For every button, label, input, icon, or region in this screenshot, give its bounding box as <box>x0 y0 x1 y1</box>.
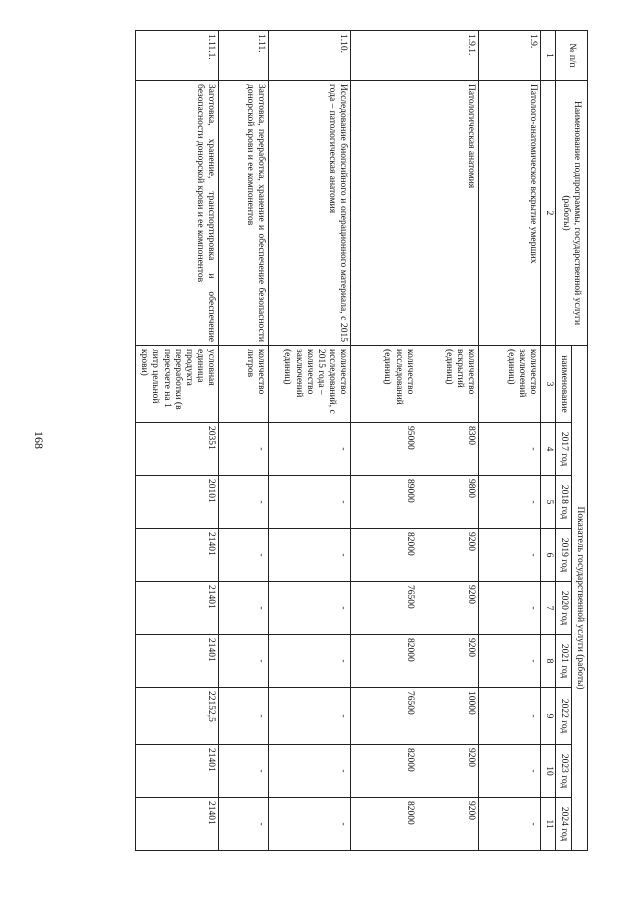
row-value: 9200 <box>417 529 479 582</box>
row-value: - <box>479 798 541 851</box>
header-no: № п/п <box>555 31 587 81</box>
column-number: 4 <box>541 423 555 476</box>
column-number: 6 <box>541 529 555 582</box>
row-value: - <box>219 688 269 745</box>
row-name: Патолого-анатомическое вскрытие умерших <box>479 81 541 346</box>
row-value: 20101 <box>135 476 218 529</box>
row-value: - <box>269 582 351 635</box>
row-number: 1.9.1. <box>417 31 479 81</box>
row-value: 22152,5 <box>135 688 218 745</box>
row-value: - <box>479 423 541 476</box>
column-number: 2 <box>541 81 555 346</box>
row-value: - <box>479 635 541 688</box>
header-name: Наименование подпрограммы, государственной услуги (работы) <box>555 81 587 346</box>
row-value: 76500 <box>351 582 417 635</box>
row-value: 21401 <box>135 745 218 798</box>
row-name: Патологическая анатомия <box>417 81 479 346</box>
row-value: - <box>269 635 351 688</box>
row-name: Заготовка, хранение, транспортировка и обеспечение безопасности донорской крови и ее компонентов <box>135 81 218 346</box>
table-row <box>219 31 269 851</box>
column-number: 8 <box>541 635 555 688</box>
row-value: - <box>479 476 541 529</box>
row-value: - <box>269 745 351 798</box>
table-row <box>135 31 218 851</box>
row-indicator: условная единица продукта переработки (в пересчете на 1 литр цельной крови) <box>135 346 218 423</box>
row-value: 9800 <box>417 476 479 529</box>
row-value: 8300 <box>417 423 479 476</box>
header-year: 2020 год <box>555 582 571 635</box>
row-indicator: количество литров <box>219 346 269 423</box>
row-value: - <box>269 476 351 529</box>
row-number: 1.11. <box>219 31 269 81</box>
row-value: 21401 <box>135 798 218 851</box>
row-value: - <box>269 529 351 582</box>
row-value: - <box>219 423 269 476</box>
table-row <box>479 31 541 851</box>
row-value: - <box>269 423 351 476</box>
row-value: - <box>479 529 541 582</box>
table-row <box>351 31 417 851</box>
row-value: 82000 <box>351 529 417 582</box>
row-value: 21401 <box>135 582 218 635</box>
row-name: Заготовка, переработка, хранение и обеспечение безопасности донорской крови и ее компонентов <box>219 81 269 346</box>
row-value: 9200 <box>417 582 479 635</box>
row-value: 10000 <box>417 688 479 745</box>
row-value: 89000 <box>351 476 417 529</box>
row-value: 95000 <box>351 423 417 476</box>
page-number: 168 <box>32 431 46 449</box>
row-name: Исследование биопсийного и операционного материала, с 2015 года – патологическая анатомия <box>269 81 351 346</box>
row-value: 9200 <box>417 745 479 798</box>
column-number: 11 <box>541 798 555 851</box>
row-value: - <box>219 529 269 582</box>
header-year: 2023 год <box>555 745 571 798</box>
header-year: 2017 год <box>555 423 571 476</box>
row-number: 1.11.1. <box>135 31 218 81</box>
row-value: - <box>219 582 269 635</box>
header-year: 2022 год <box>555 688 571 745</box>
row-value: - <box>479 745 541 798</box>
header-year: 2019 год <box>555 529 571 582</box>
header-indicator-name: наименование <box>555 346 571 423</box>
row-value: - <box>219 798 269 851</box>
column-number: 1 <box>541 31 555 81</box>
column-number: 7 <box>541 582 555 635</box>
row-value: 82000 <box>351 745 417 798</box>
row-number: 1.10. <box>269 31 351 81</box>
row-value: - <box>219 476 269 529</box>
header-year: 2018 год <box>555 476 571 529</box>
row-value: - <box>479 582 541 635</box>
row-number: 1.9. <box>479 31 541 81</box>
row-indicator: количество вскрытий (единиц) <box>417 346 479 423</box>
data-table <box>135 30 588 851</box>
row-indicator: количество заключений (единиц) <box>479 346 541 423</box>
row-value: 21401 <box>135 635 218 688</box>
column-number: 5 <box>541 476 555 529</box>
rotated-page <box>33 30 588 850</box>
table-row <box>417 31 479 851</box>
row-value: - <box>479 688 541 745</box>
column-number: 9 <box>541 688 555 745</box>
column-number: 10 <box>541 745 555 798</box>
row-value: 9200 <box>417 635 479 688</box>
column-number: 3 <box>541 346 555 423</box>
row-value: 82000 <box>351 635 417 688</box>
row-name <box>351 81 417 346</box>
column-number-row <box>541 31 555 851</box>
table-row <box>269 31 351 851</box>
row-value: 9200 <box>417 798 479 851</box>
header-indicator-group: Показатель государственной услуги (работы) <box>571 346 587 851</box>
row-value: 82000 <box>351 798 417 851</box>
row-indicator: количество исследований, с 2015 года – количество заключений (единиц) <box>269 346 351 423</box>
row-indicator: количество исследований (единиц) <box>351 346 417 423</box>
row-value: - <box>269 798 351 851</box>
row-value: - <box>219 635 269 688</box>
row-value: 76500 <box>351 688 417 745</box>
row-value: 20351 <box>135 423 218 476</box>
header-year: 2021 год <box>555 635 571 688</box>
row-number <box>351 31 417 81</box>
row-value: - <box>219 745 269 798</box>
row-value: 21401 <box>135 529 218 582</box>
row-value: - <box>269 688 351 745</box>
header-year: 2024 год <box>555 798 571 851</box>
